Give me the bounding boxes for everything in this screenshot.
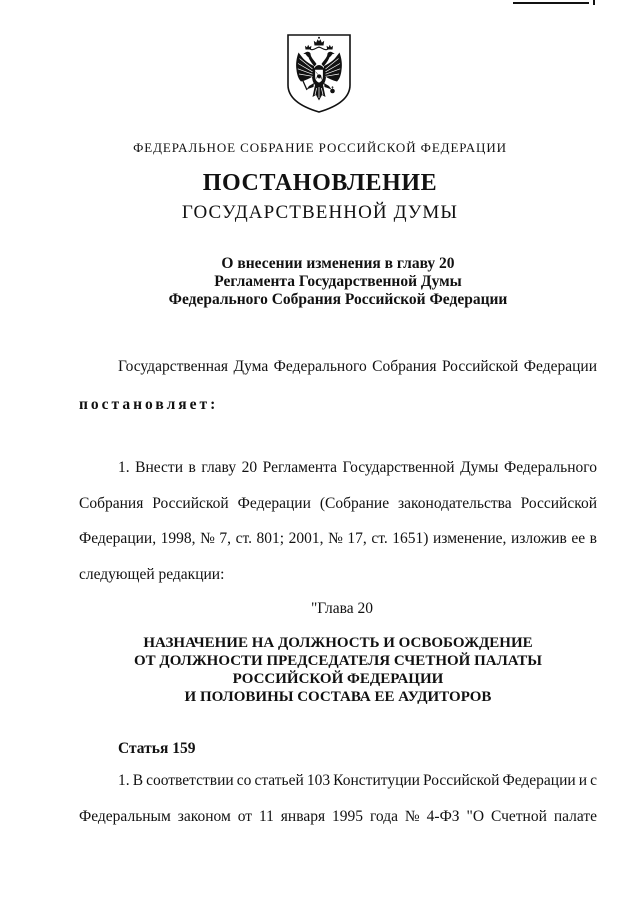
- paragraph-line: [79, 799, 597, 835]
- paragraph-line: [118, 763, 597, 799]
- chapter-heading-line: И ПОЛОВИНЫ СОСТАВА ЕЕ АУДИТОРОВ: [184, 689, 492, 705]
- paragraph-line-text: 1. В соответствии со статьей 103 Конституции Российской Федерации и с: [118, 772, 597, 789]
- resolves-verb: постановляет:: [79, 396, 219, 413]
- chapter-heading-line: РОССИЙСКОЙ ФЕДЕРАЦИИ: [232, 671, 444, 687]
- resolution-title: [79, 255, 597, 309]
- paragraph-line-text: 1. Внести в главу 20 Регламента Государственной Думы Федерального: [118, 459, 597, 476]
- chapter-heading-line: НАЗНАЧЕНИЕ НА ДОЛЖНОСТЬ И ОСВОБОЖДЕНИЕ: [143, 635, 533, 651]
- article-title: Статья 159: [118, 740, 196, 757]
- chapter-number: "Глава 20: [310, 600, 374, 617]
- paragraph-line: [118, 450, 597, 486]
- issuing-body: ГОСУДАРСТВЕННОЙ ДУМЫ: [181, 202, 459, 223]
- paragraph-line: [79, 521, 597, 557]
- preamble-text: Государственная Дума Федерального Собрания Российской Федерации: [118, 358, 597, 375]
- item-1-paragraph: [79, 450, 597, 593]
- paragraph-line-text: Собрания Российской Федерации (Собрание законодательства Российской: [79, 494, 597, 512]
- chapter-heading: [79, 634, 597, 706]
- paragraph-line-text: Федеральным законом от 11 января 1995 года № 4-ФЗ "О Счетной палате: [79, 808, 597, 825]
- paragraph-line: [79, 486, 597, 522]
- paragraph-last-line: следующей редакции:: [79, 566, 225, 584]
- title-line: Регламента Государственной Думы: [214, 273, 462, 290]
- article-paragraph: [79, 763, 597, 835]
- title-line: Федерального Собрания Российской Федерации: [168, 291, 508, 308]
- top-right-rule-fragment: [513, 2, 589, 4]
- title-line: О внесении изменения в главу 20: [221, 255, 455, 272]
- document-type: ПОСТАНОВЛЕНИЕ: [202, 170, 438, 196]
- assembly-name: ФЕДЕРАЛЬНОЕ СОБРАНИЕ РОССИЙСКОЙ ФЕДЕРАЦИИ: [133, 140, 507, 155]
- top-right-mark: [593, 0, 595, 5]
- preamble-line: [118, 357, 597, 377]
- coat-of-arms-emblem: [286, 33, 352, 113]
- paragraph-line-text: Федерации, 1998, № 7, ст. 801; 2001, № 17, ст. 1651) изменение, изложив ее в: [79, 530, 597, 548]
- chapter-heading-line: ОТ ДОЛЖНОСТИ ПРЕДСЕДАТЕЛЯ СЧЕТНОЙ ПАЛАТЫ: [134, 653, 542, 669]
- double-headed-eagle-icon: [286, 33, 352, 113]
